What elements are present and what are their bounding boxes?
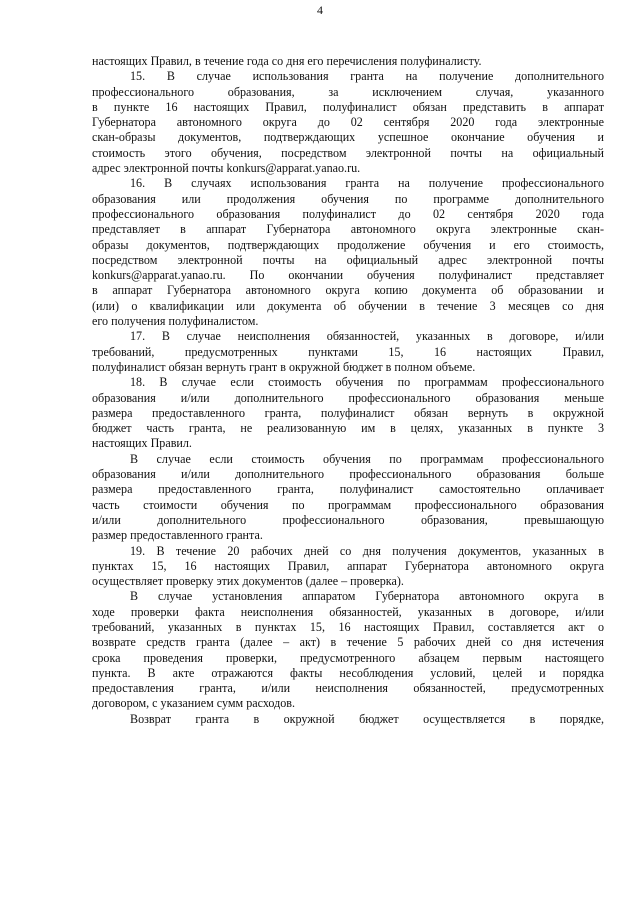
text-line: адрес электронной почты konkurs@apparat.yanao.ru. [92, 161, 361, 176]
text-line: 16. В случаях использования гранта на получение профессионального [130, 176, 604, 191]
text-line: размера предоставленного гранта, полуфиналист самостоятельно оплачивает [92, 482, 604, 497]
text-line: 19. В течение 20 рабочих дней со дня получения документов, указанных в [130, 543, 604, 558]
text-line: предоставления гранта, и/или неисполнения обязанностей, предусмотренных [92, 681, 604, 696]
text-line: настоящих Правил. [92, 436, 192, 451]
text-line: его получения полуфиналистом. [92, 314, 259, 329]
text-line: 15. В случае использования гранта на получение дополнительного [130, 69, 604, 84]
text-line: профессионального образования, за исключением случая, указанного [92, 84, 604, 99]
text-line: В случае если стоимость обучения по программам профессионального [130, 451, 604, 466]
text-line: часть стоимости обучения по программам профессионального образования [92, 497, 604, 512]
text-line: образы документов, подтверждающих продолжение обучения и его стоимость, [92, 237, 604, 252]
text-line: 17. В случае неисполнения обязанностей, указанных в договоре, и/или [130, 329, 604, 344]
text-line: Возврат гранта в окружной бюджет осуществляется в порядке, [130, 711, 604, 726]
text-line: и/или дополнительного профессионального образования, превышающую [92, 512, 604, 527]
document-body [92, 54, 604, 727]
text-line: договором, с указанием сумм расходов. [92, 696, 296, 711]
text-line: полуфиналист обязан вернуть грант в окружной бюджет в полном объеме. [92, 359, 476, 374]
text-line: осуществляет проверку этих документов (далее – проверка). [92, 574, 404, 589]
text-line: бюджет часть гранта, не реализованную им в целях, указанных в пункте 3 [92, 421, 604, 436]
text-line: представляет в аппарат Губернатора автономного округа электронные скан- [92, 222, 604, 237]
text-line: В случае установления аппаратом Губернатора автономного округа в [130, 589, 604, 604]
text-line: ходе проверки факта неисполнения обязанностей, указанных в договоре, и/или [92, 604, 604, 619]
text-line: размера предоставленного гранта, полуфиналист обязан вернуть в окружной [92, 405, 604, 420]
text-line: образования или продолжения обучения по программе дополнительного [92, 191, 604, 206]
text-line: образования и/или дополнительного профессионального образования меньше [92, 390, 604, 405]
text-line: образования и/или дополнительного профессионального образования больше [92, 467, 604, 482]
text-line: размер предоставленного гранта. [92, 528, 263, 543]
text-line: скан-образы документов, подтверждающих успешное окончание обучения и [92, 130, 604, 145]
text-line: стоимость этого обучения, посредством электронной почты на официальный [92, 145, 604, 160]
text-line: срока проведения проверки, предусмотренного абзацем первым настоящего [92, 650, 604, 665]
text-line: в пункте 16 настоящих Правил, полуфиналист обязан представить в аппарат [92, 99, 604, 114]
text-line: настоящих Правил, в течение года со дня его перечисления полуфиналисту. [92, 54, 482, 68]
text-line: (или) о квалификации или документа об обучении в течение 3 месяцев со дня [92, 298, 604, 313]
text-line: возврате средств гранта (далее – акт) в течение 5 рабочих дней со дня истечения [92, 635, 604, 650]
text-line: пунктах 15, 16 настоящих Правил, аппарат Губернатора автономного округа [92, 558, 604, 573]
text-line: в аппарат Губернатора автономного округа копию документа об образовании и [92, 283, 604, 298]
text-line: профессионального образования полуфиналист до 02 сентября 2020 года [92, 206, 604, 221]
text-line: требований, указанных в пунктах 15, 16 настоящих Правил, составляется акт о [92, 619, 604, 634]
page-number: 4 [317, 3, 323, 17]
text-line: посредством электронной почты на официальный адрес электронной почты [92, 252, 604, 267]
text-line: konkurs@apparat.yanao.ru. По окончании обучения полуфиналист представляет [92, 268, 604, 283]
text-line: 18. В случае если стоимость обучения по программам профессионального [130, 375, 604, 390]
text-line: пункта. В акте отражаются факты несоблюдения условий, целей и порядка [92, 665, 604, 680]
text-line: Губернатора автономного округа до 02 сентября 2020 года электронные [92, 115, 604, 130]
text-line: требований, предусмотренных пунктами 15, 16 настоящих Правил, [92, 344, 604, 359]
